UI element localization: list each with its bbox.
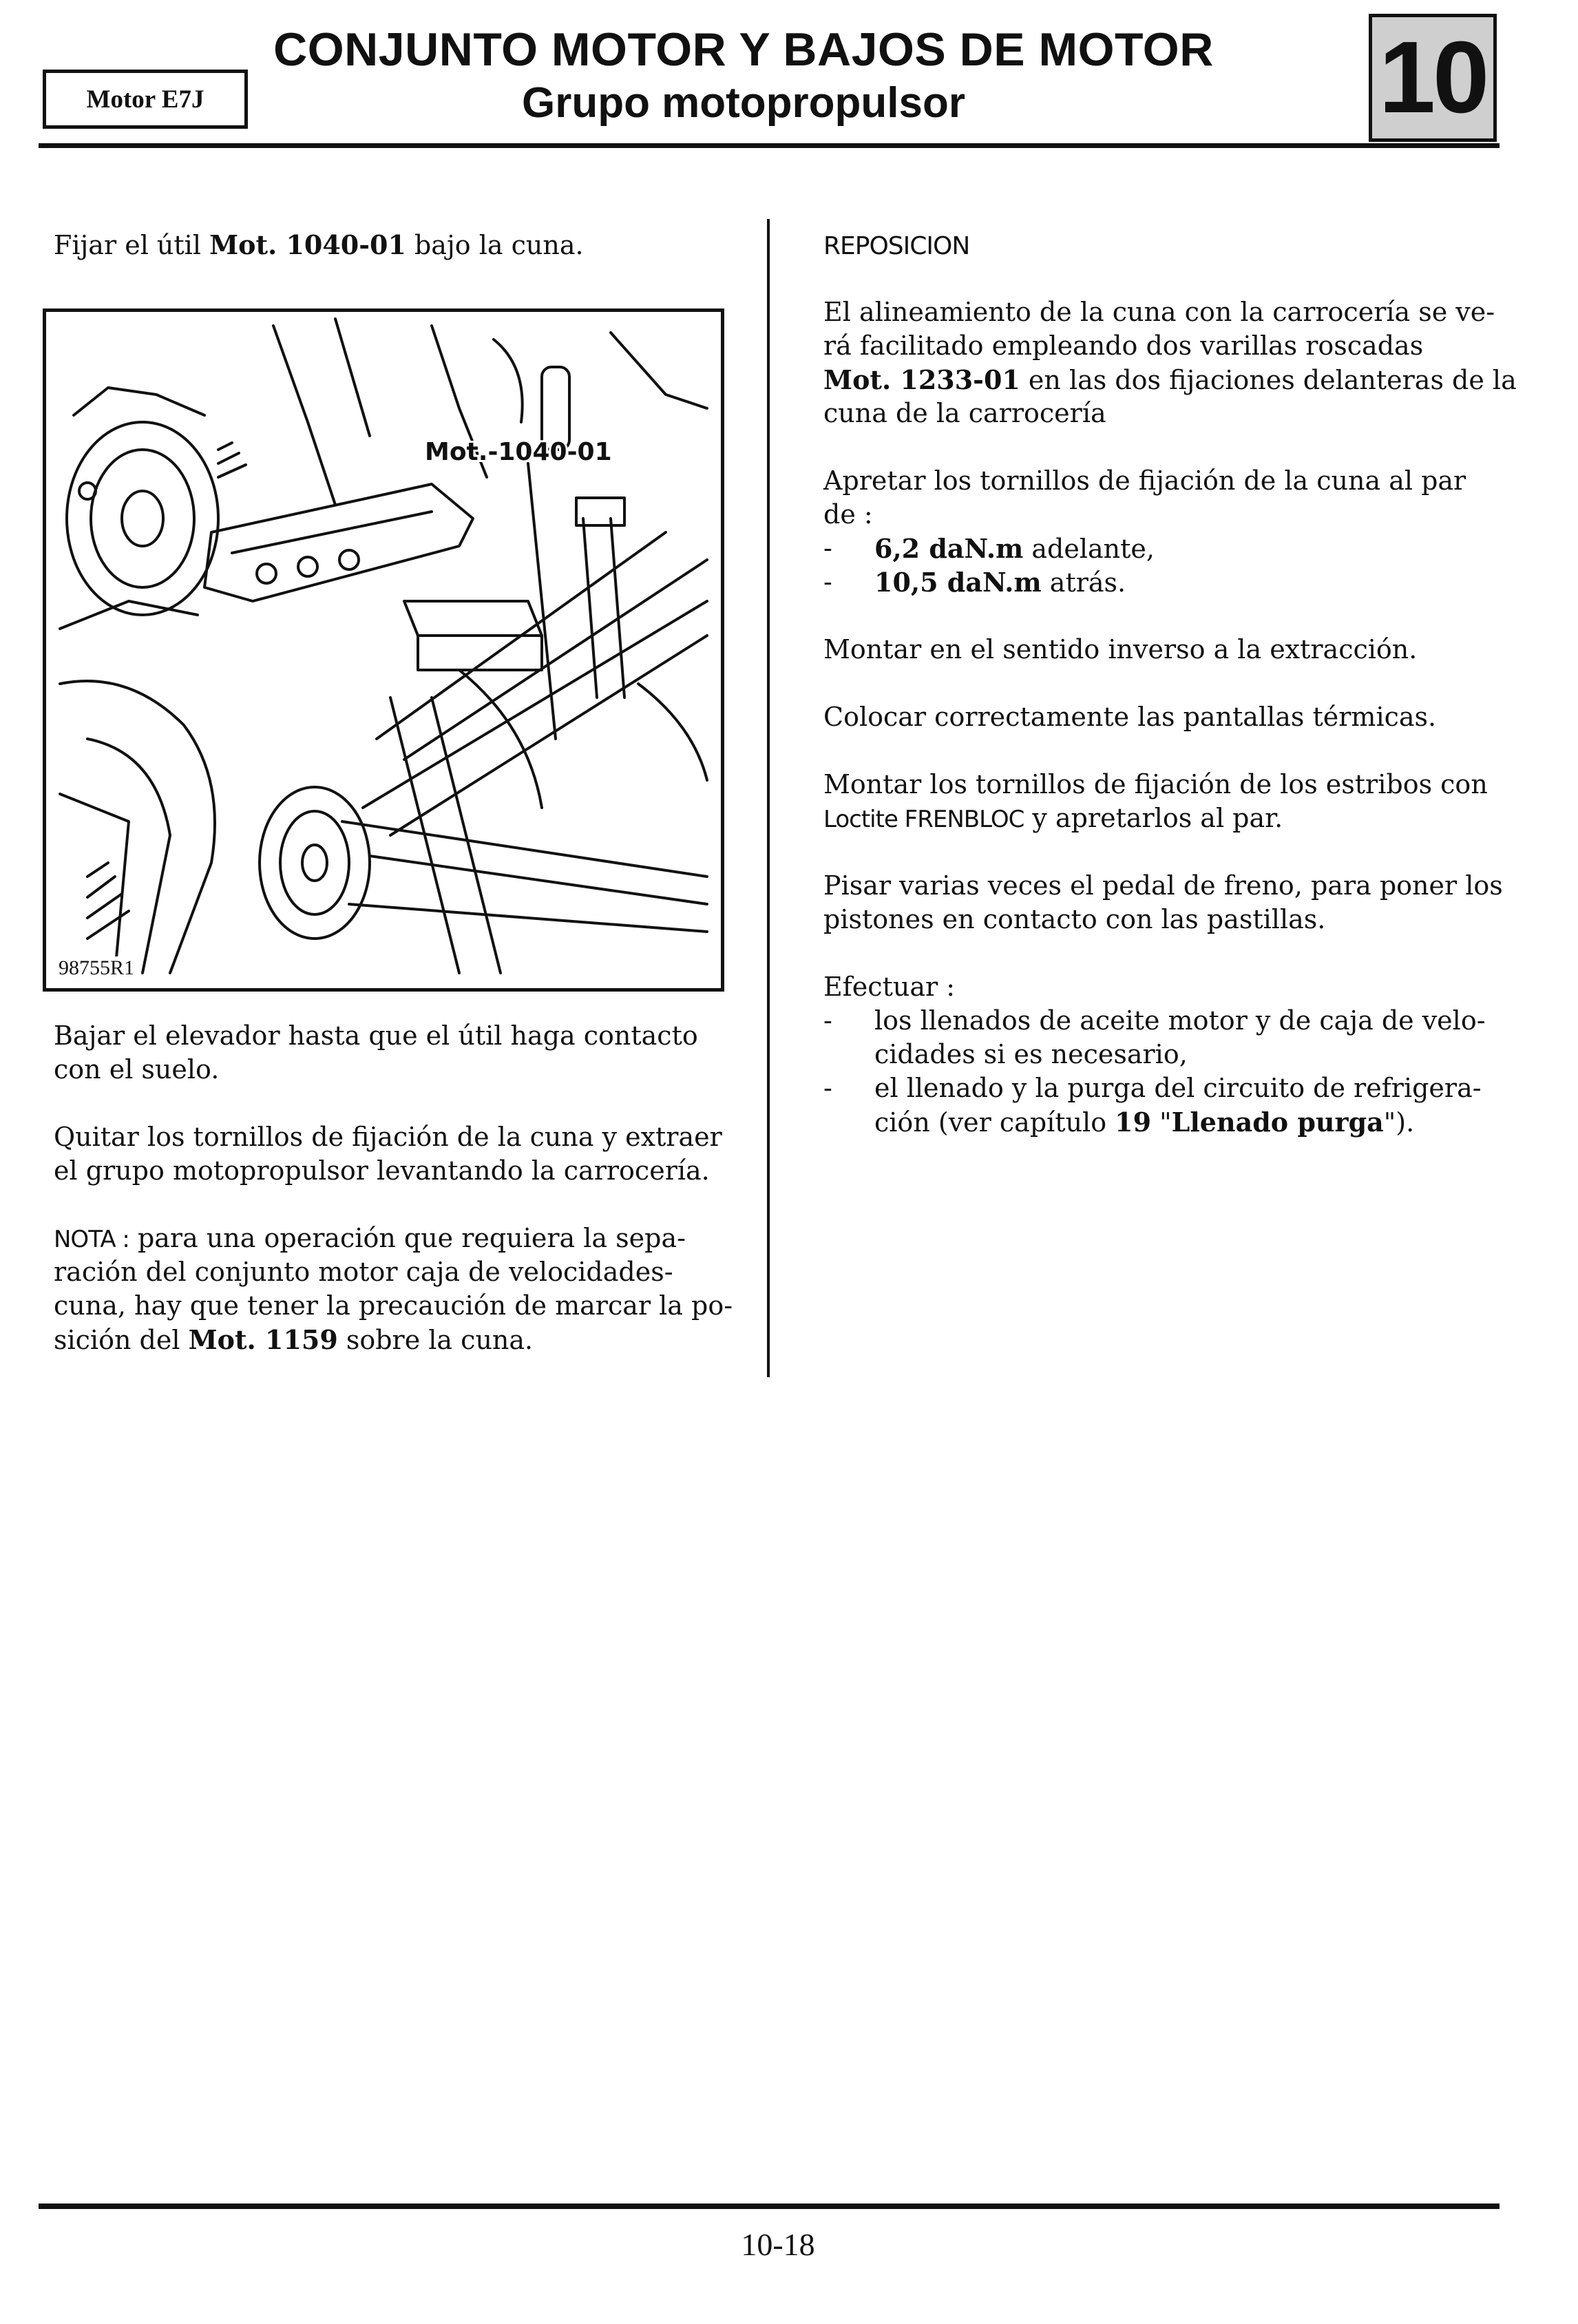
efectuar-item-coolant: - el llenado y la purga del circuito de refrigera- ción (ver capítulo 19 "Llenado purga"). xyxy=(823,1073,1482,1138)
efectuar-label: Efectuar : xyxy=(823,972,956,1002)
loctite-product: Loctite FRENBLOC xyxy=(823,806,1024,833)
section-heading-reposicion: REPOSICION xyxy=(823,232,970,260)
align-line3: Mot. 1233-01 en las dos fijaciones delanteras de la xyxy=(823,364,1517,395)
align-line4: cuna de la carrocería xyxy=(823,398,1106,428)
header-divider xyxy=(39,143,1500,148)
brake-pedal-line2: pistones en contacto con las pastillas. xyxy=(823,904,1326,934)
torque-line2: de : xyxy=(823,499,873,530)
footer-divider xyxy=(39,2203,1500,2209)
remove-screws-paragraph-line2: el grupo motopropulsor levantando la carrocería. xyxy=(54,1155,710,1186)
note-line2: ración del conjunto motor caja de velocidades- xyxy=(54,1257,673,1287)
page-title: CONJUNTO MOTOR Y BAJOS DE MOTOR xyxy=(273,23,1214,76)
column-divider xyxy=(767,219,770,1377)
align-line2: rá facilitado empleando dos varillas roscadas xyxy=(823,331,1424,361)
engine-model-label: Motor E7J xyxy=(43,70,248,129)
note-label: NOTA : xyxy=(54,1226,129,1253)
engine-cradle-illustration xyxy=(43,308,724,992)
torque-item-rear: - 10,5 daN.m atrás. xyxy=(823,567,1126,598)
tool-callout-label: Mot.-1040-01 xyxy=(425,438,612,466)
figure-reference: 98755R1 xyxy=(56,956,137,980)
technical-drawing xyxy=(46,312,721,988)
lower-lift-paragraph-line1: Bajar el elevador hasta que el útil haga contacto xyxy=(54,1020,698,1051)
lower-lift-paragraph-line2: con el suelo. xyxy=(54,1054,220,1085)
torque-item-front: - 6,2 daN.m adelante, xyxy=(823,533,1155,564)
brake-pedal-line1: Pisar varias veces el pedal de freno, para poner los xyxy=(823,870,1503,901)
chapter-number-badge: 10 xyxy=(1369,14,1497,142)
loctite-line2: Loctite FRENBLOC y apretarlos al par. xyxy=(823,803,1283,833)
note-line3: cuna, hay que tener la precaución de marcar la po- xyxy=(54,1290,733,1321)
heat-shields-paragraph: Colocar correctamente las pantallas térmicas. xyxy=(823,702,1437,732)
align-line1: El alineamiento de la cuna con la carrocería se ve- xyxy=(823,297,1495,327)
efectuar-item-oil: - los llenados de aceite motor y de caja de velo- cidades si es necesario, xyxy=(823,1005,1486,1069)
note-line1: NOTA : para una operación que requiera la sepa- xyxy=(54,1223,686,1253)
page-subtitle: Grupo motopropulsor xyxy=(521,79,966,127)
remove-screws-paragraph-line1: Quitar los tornillos de fijación de la cuna y extraer xyxy=(54,1122,722,1152)
torque-line1: Apretar los tornillos de fijación de la cuna al par xyxy=(823,465,1466,496)
reverse-mount-paragraph: Montar en el sentido inverso a la extracción. xyxy=(823,634,1418,664)
intro-paragraph: Fijar el útil Mot. 1040-01 bajo la cuna. xyxy=(54,229,584,260)
page-number: 10-18 xyxy=(741,2227,815,2262)
loctite-line1: Montar los tornillos de fijación de los estribos con xyxy=(823,769,1488,799)
note-line4: sición del Mot. 1159 sobre la cuna. xyxy=(54,1324,534,1355)
